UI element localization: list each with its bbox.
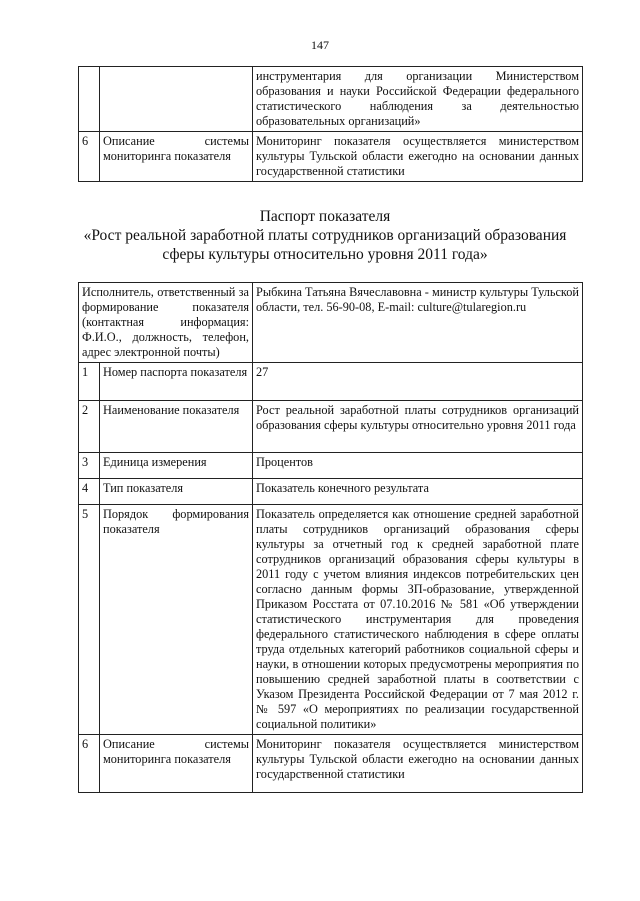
continued-table: [78, 66, 583, 182]
row-number: 5: [79, 505, 100, 735]
row-number: 2: [79, 401, 100, 453]
passport-title-line: Паспорт показателя: [259, 208, 391, 225]
table-row: [79, 67, 583, 132]
row-value: Показатель определяется как отношение средней заработной платы сотрудников организаций образования сферы культуры за отчетный год к средней заработной плате сотрудников организаций образования сферы культуры в 2011 году с учетом влияния индексов потребительских цен согласно данным формы ЗП-образование, утвержденной Приказом Росстата от 07.10.2016 № 581 «Об утверждении статистического инструментария для проведения федерального статистического наблюдения в сфере оплаты труда отдельных категорий работников социальной сферы и науки, в отношении которых предусмотрены мероприятия по повышению средней заработной платы в соответствии с Указом Президента Российской Федерации от 7 мая 2012 г. № 597 «О мероприятиях по реализации государственной социальной политики»: [253, 505, 583, 735]
passport-table: [78, 282, 583, 793]
table-row: [79, 735, 583, 793]
row-number: 1: [79, 363, 100, 401]
row-value: Показатель конечного результата: [253, 479, 583, 505]
row-value: 27: [253, 363, 583, 401]
row-label: Наименование показателя: [100, 401, 253, 453]
row-value: Рост реальной заработной платы сотрудников организаций образования сферы культуры относительно уровня 2011 года: [253, 401, 583, 453]
passport-title-line: «Рост реальной заработной платы сотрудников организаций образования: [83, 227, 567, 244]
row-label: Порядок формирования показателя: [100, 505, 253, 735]
page-number: 147: [311, 38, 329, 52]
row-number: 3: [79, 453, 100, 479]
responsible-label: Исполнитель, ответственный за формирование показателя (контактная информация: Ф.И.О., должность, телефон, адрес электронной почты): [79, 283, 253, 363]
row-label: Номер паспорта показателя: [100, 363, 253, 401]
passport-title-line: сферы культуры относительно уровня 2011 года»: [162, 246, 488, 263]
row-value: Мониторинг показателя осуществляется министерством культуры Тульской области ежегодно на основании данных государственной статистики: [253, 735, 583, 793]
row-number: 4: [79, 479, 100, 505]
table-row: [79, 132, 583, 182]
row-label: Единица измерения: [100, 453, 253, 479]
table-row: [79, 363, 583, 401]
table-row: [79, 453, 583, 479]
row-value: Процентов: [253, 453, 583, 479]
row-value: Мониторинг показателя осуществляется министерством культуры Тульской области ежегодно на основании данных государственной статистики: [253, 132, 583, 182]
table-row: [79, 479, 583, 505]
passport-title: [70, 207, 580, 264]
row-number: [79, 67, 100, 132]
row-number: 6: [79, 132, 100, 182]
row-label: Тип показателя: [100, 479, 253, 505]
row-label: Описание системы мониторинга показателя: [100, 132, 253, 182]
row-label: Описание системы мониторинга показателя: [100, 735, 253, 793]
row-number: 6: [79, 735, 100, 793]
row-label: [100, 67, 253, 132]
row-value: инструментария для организации Министерством образования и науки Российской Федерации федерального статистического наблюдения за деятельностью образовательных организаций»: [253, 67, 583, 132]
table-row: [79, 401, 583, 453]
table-row: [79, 505, 583, 735]
table-row: [79, 283, 583, 363]
responsible-value: Рыбкина Татьяна Вячеславовна - министр культуры Тульской области, тел. 56-90-08, E-mail: culture@tularegion.ru: [253, 283, 583, 363]
